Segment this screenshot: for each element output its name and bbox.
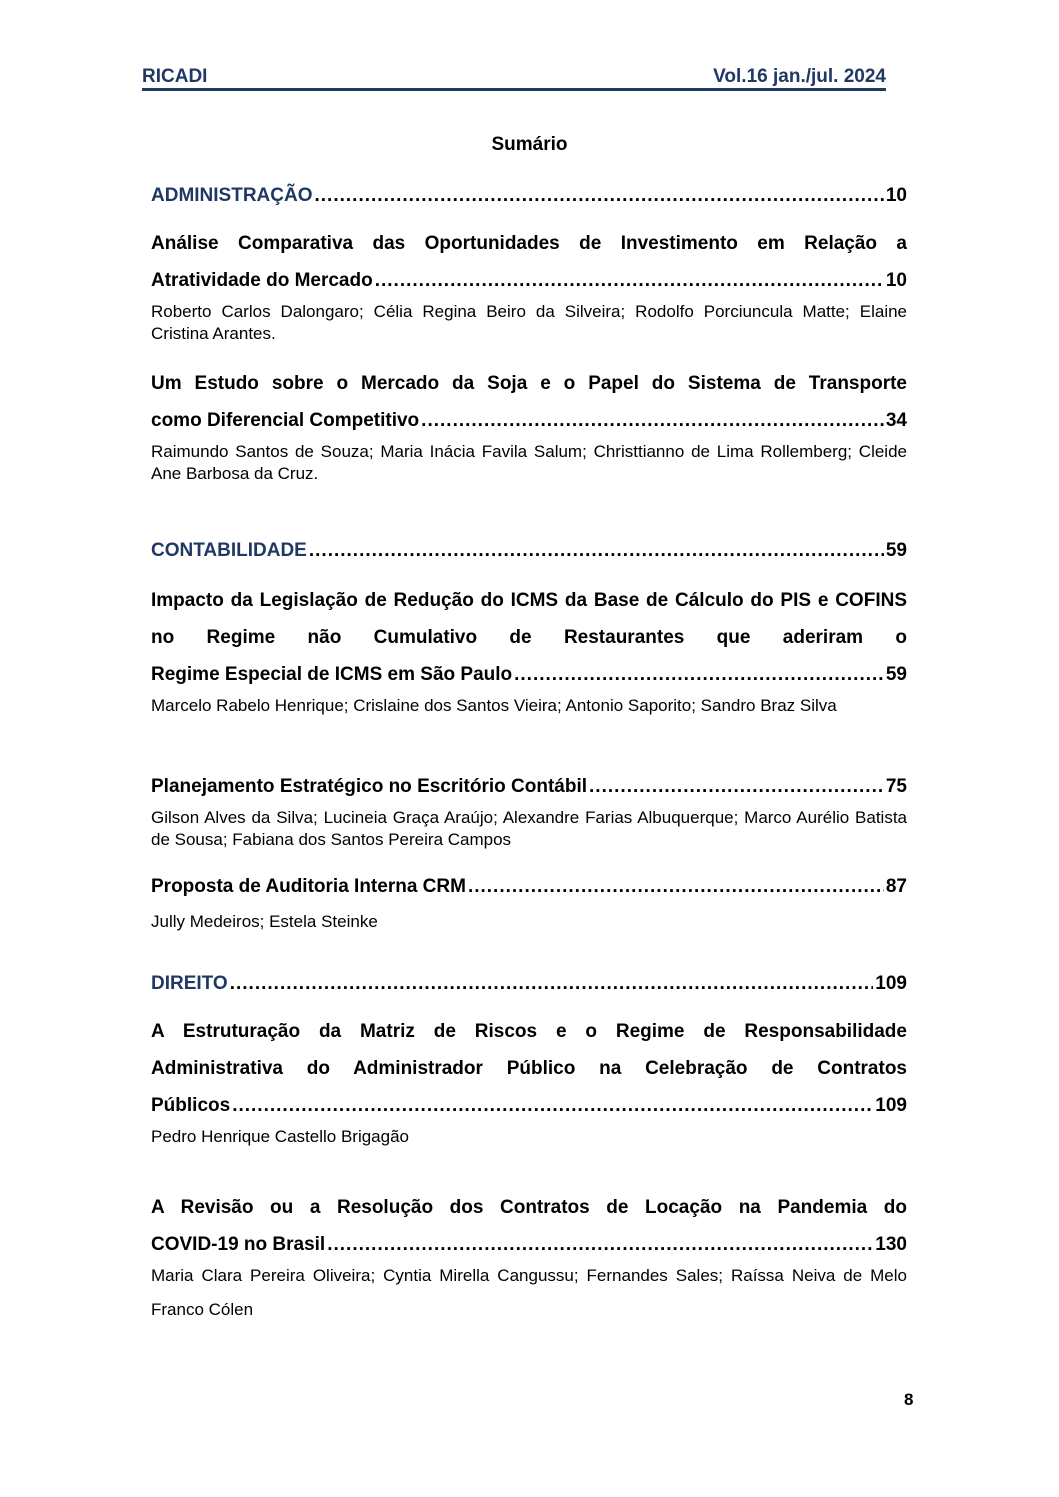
article-page: 10	[885, 270, 907, 291]
article-title: Impacto da Legislação de Redução do ICMS da Base de Cálculo do PIS e COFINS no Regime não Cumulativo de Restaurantes que aderiram o	[151, 590, 907, 648]
dot-leader	[309, 532, 884, 569]
article-title-end: COVID-19 no Brasil	[151, 1234, 326, 1255]
article-authors: Pedro Henrique Castello Brigagão	[151, 1127, 409, 1146]
article-title: Um Estudo sobre o Mercado da Soja e o Papel do Sistema de Transporte	[151, 373, 907, 394]
journal-name: RICADI	[142, 66, 208, 87]
dot-leader	[232, 1087, 873, 1124]
section-name: ADMINISTRAÇÃO	[151, 185, 313, 206]
toc-entry[interactable]	[151, 1013, 907, 1148]
article-page: 87	[885, 876, 907, 897]
dot-leader	[514, 656, 884, 693]
toc-entry[interactable]	[151, 868, 907, 933]
article-authors: Maria Clara Pereira Oliveira; Cyntia Mirella Cangussu; Fernandes Sales; Raíssa Neiva de Melo Franco Cólen	[151, 1266, 907, 1319]
article-title-end: Proposta de Auditoria Interna CRM	[151, 876, 466, 897]
article-page: 75	[885, 776, 907, 797]
article-title-end: Públicos	[151, 1095, 231, 1116]
article-authors: Marcelo Rabelo Henrique; Crislaine dos Santos Vieira; Antonio Saporito; Sandro Braz Silva	[151, 696, 837, 715]
article-title-end: Atratividade do Mercado	[151, 270, 373, 291]
toc-entry[interactable]	[151, 1189, 907, 1327]
article-authors: Roberto Carlos Dalongaro; Célia Regina Beiro da Silveira; Rodolfo Porciuncula Matte; Elaine Cristina Arantes.	[151, 302, 907, 343]
toc-entry[interactable]	[151, 582, 907, 717]
article-title-end: como Diferencial Competitivo	[151, 410, 420, 431]
toc-entry[interactable]	[151, 225, 907, 345]
section-page: 10	[885, 185, 907, 206]
running-header	[142, 64, 886, 91]
article-page: 59	[885, 664, 907, 685]
toc-entry[interactable]	[151, 768, 907, 851]
article-authors: Raimundo Santos de Souza; Maria Inácia Favila Salum; Christtianno de Lima Rollemberg; Cleide Ane Barbosa da Cruz.	[151, 442, 907, 483]
toc-entry[interactable]	[151, 365, 907, 485]
dot-leader	[375, 262, 884, 299]
article-title: A Estruturação da Matriz de Riscos e o Regime de Responsabilidade Administrativa do Administrador Público na Celebração de Contratos	[151, 1021, 907, 1079]
dot-leader	[230, 965, 874, 1002]
dot-leader	[589, 768, 884, 805]
section-name: DIREITO	[151, 973, 228, 994]
toc-section-administracao[interactable]	[151, 177, 907, 214]
dot-leader	[315, 177, 884, 214]
article-title-end: Regime Especial de ICMS em São Paulo	[151, 664, 513, 685]
article-title: Análise Comparativa das Oportunidades de Investimento em Relação a	[151, 233, 907, 254]
toc-section-contabilidade[interactable]	[151, 532, 907, 569]
page-title: Sumário	[491, 134, 568, 155]
article-title: A Revisão ou a Resolução dos Contratos de Locação na Pandemia do	[151, 1197, 907, 1218]
section-name: CONTABILIDADE	[151, 540, 307, 561]
volume-info: Vol.16 jan./jul. 2024	[713, 66, 886, 87]
section-page: 109	[875, 973, 907, 994]
toc-section-direito[interactable]	[151, 965, 907, 1002]
dot-leader	[327, 1226, 873, 1263]
article-authors: Jully Medeiros; Estela Steinke	[151, 912, 378, 931]
article-page: 34	[885, 410, 907, 431]
page-number: 8	[904, 1390, 914, 1409]
dot-leader	[421, 402, 884, 439]
section-page: 59	[885, 540, 907, 561]
article-page: 109	[875, 1095, 907, 1116]
dot-leader	[468, 868, 884, 905]
article-authors: Gilson Alves da Silva; Lucineia Graça Araújo; Alexandre Farias Albuquerque; Marco Aurélio Batista de Sousa; Fabiana dos Santos Pereira Campos	[151, 808, 907, 849]
article-title-end: Planejamento Estratégico no Escritório Contábil	[151, 776, 588, 797]
article-page: 130	[875, 1234, 907, 1255]
